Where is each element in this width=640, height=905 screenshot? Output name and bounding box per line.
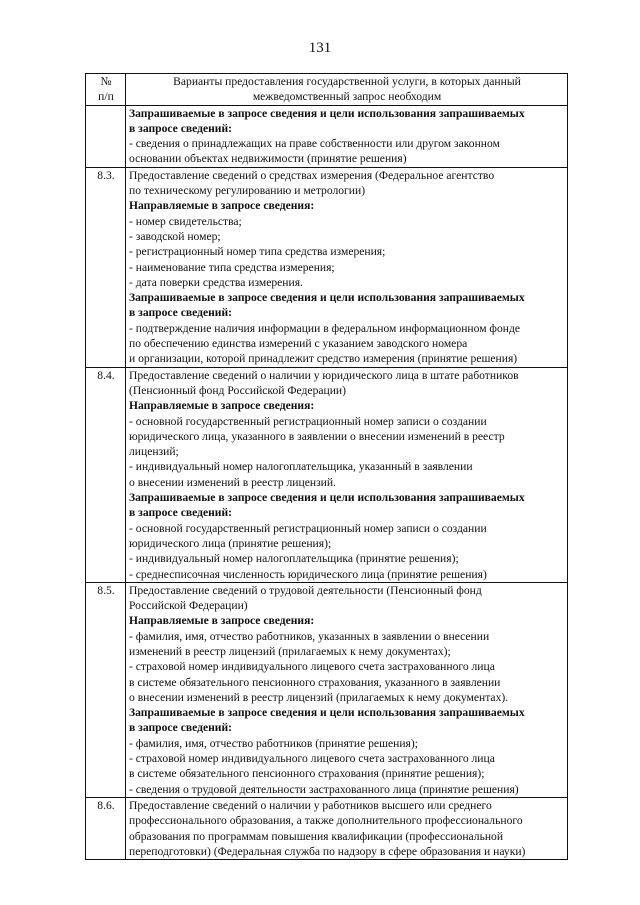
row-content [126, 105, 568, 167]
text-line: Предоставление сведений о средствах измерения (Федеральное агентство [129, 168, 495, 182]
row-number: 8.6. [86, 797, 126, 859]
text-line: основании объектах недвижимости (принятие решения) [129, 152, 407, 166]
row-number: 8.4. [86, 367, 126, 582]
text-line: - среднесписочная численность юридического лица (принятие решения) [129, 567, 487, 581]
text-line: Предоставление сведений о наличии у работников высшего или среднего [129, 798, 492, 812]
row-content [126, 167, 568, 367]
interagency-request-table [85, 73, 568, 860]
text-line: Предоставление сведений о трудовой деятельности (Пенсионный фонд [129, 583, 482, 597]
text-line: - сведения о принадлежащих на праве собственности или другом законном [129, 137, 500, 151]
section-heading-line: Направляемые в запросе сведения: [129, 199, 315, 213]
table-row [86, 582, 568, 797]
text-line: Российской Федерации) [129, 599, 248, 613]
row-number: 8.3. [86, 167, 126, 367]
text-line: лицензий; [129, 445, 179, 459]
text-line: - индивидуальный номер налогоплательщика (принятие решения); [129, 552, 459, 566]
text-line: - регистрационный номер типа средства измерения; [129, 245, 386, 259]
text-line: - дата поверки средства измерения. [129, 275, 303, 289]
table-header-row [86, 74, 568, 106]
text-line: изменений в реестр лицензий (прилагаемых к нему документах); [129, 644, 451, 658]
text-line: юридического лица, указанного в заявлении о внесении изменений в реестр [129, 429, 505, 443]
section-heading-line: Направляемые в запросе сведения: [129, 399, 315, 413]
text-line: и организации, которой принадлежит средство измерения (принятие решения) [129, 352, 518, 366]
text-line: профессионального образования, а также дополнительного профессионального [129, 814, 523, 828]
table-row [86, 167, 568, 367]
section-heading-line: Запрашиваемые в запросе сведения и цели использования запрашиваемых [129, 706, 525, 720]
text-line: - страховой номер индивидуального лицевого счета застрахованного лица [129, 660, 495, 674]
section-heading-line: в запросе сведений: [129, 121, 233, 135]
header-variants-column: Варианты предоставления государственной услуги, в которых данный межведомственный запрос необходим [126, 74, 568, 106]
section-heading-line: Запрашиваемые в запросе сведения и цели использования запрашиваемых [129, 291, 525, 305]
row-content [126, 582, 568, 797]
section-heading-line: Запрашиваемые в запросе сведения и цели использования запрашиваемых [129, 106, 525, 120]
section-heading-line: Запрашиваемые в запросе сведения и цели использования запрашиваемых [129, 491, 525, 505]
section-heading-line: Направляемые в запросе сведения: [129, 614, 315, 628]
table-row [86, 105, 568, 167]
table-row [86, 367, 568, 582]
text-line: - сведения о трудовой деятельности застрахованного лица (принятие решения) [129, 782, 519, 796]
table-row [86, 797, 568, 859]
text-line: - фамилия, имя, отчество работников (принятие решения); [129, 736, 418, 750]
text-line: - наименование типа средства измерения; [129, 260, 335, 274]
section-heading-line: в запросе сведений: [129, 506, 233, 520]
text-line: - фамилия, имя, отчество работников, указанных в заявлении о внесении [129, 629, 490, 643]
text-line: о внесении изменений в реестр лицензий (прилагаемых к нему документах). [129, 690, 509, 704]
row-content [126, 797, 568, 859]
section-heading-line: в запросе сведений: [129, 306, 233, 320]
row-content [126, 367, 568, 582]
text-line: образования по программам повышения квалификации (профессиональной [129, 829, 504, 843]
text-line: юридического лица (принятие решения); [129, 536, 332, 550]
page-number: 131 [308, 40, 332, 56]
text-line: по обеспечению единства измерений с указанием заводского номера [129, 337, 468, 351]
text-line: по техническому регулированию и метрологии) [129, 184, 366, 198]
text-line: - номер свидетельства; [129, 214, 242, 228]
text-line: в системе обязательного пенсионного страхования (принятие решения); [129, 767, 485, 781]
text-line: - страховой номер индивидуального лицевого счета застрахованного лица [129, 752, 495, 766]
text-line: о внесении изменений в реестр лицензий. [129, 475, 336, 489]
text-line: - основной государственный регистрационный номер записи о создании [129, 414, 487, 428]
text-line: переподготовки) (Федеральная служба по надзору в сфере образования и науки) [129, 844, 526, 858]
text-line: - подтверждение наличия информации в федеральном информационном фонде [129, 321, 520, 335]
section-heading-line: в запросе сведений: [129, 721, 233, 735]
row-number [86, 105, 126, 167]
text-line: (Пенсионный фонд Российской Федерации) [129, 383, 346, 397]
text-line: - индивидуальный номер налогоплательщика, указанный в заявлении [129, 460, 473, 474]
text-line: в системе обязательного пенсионного страхования, указанного в заявлении [129, 675, 501, 689]
text-line: Предоставление сведений о наличии у юридического лица в штате работников [129, 368, 519, 382]
text-line: - основной государственный регистрационный номер записи о создании [129, 521, 487, 535]
text-line: - заводской номер; [129, 229, 221, 243]
header-number-column: № п/п [86, 74, 126, 106]
row-number: 8.5. [86, 582, 126, 797]
